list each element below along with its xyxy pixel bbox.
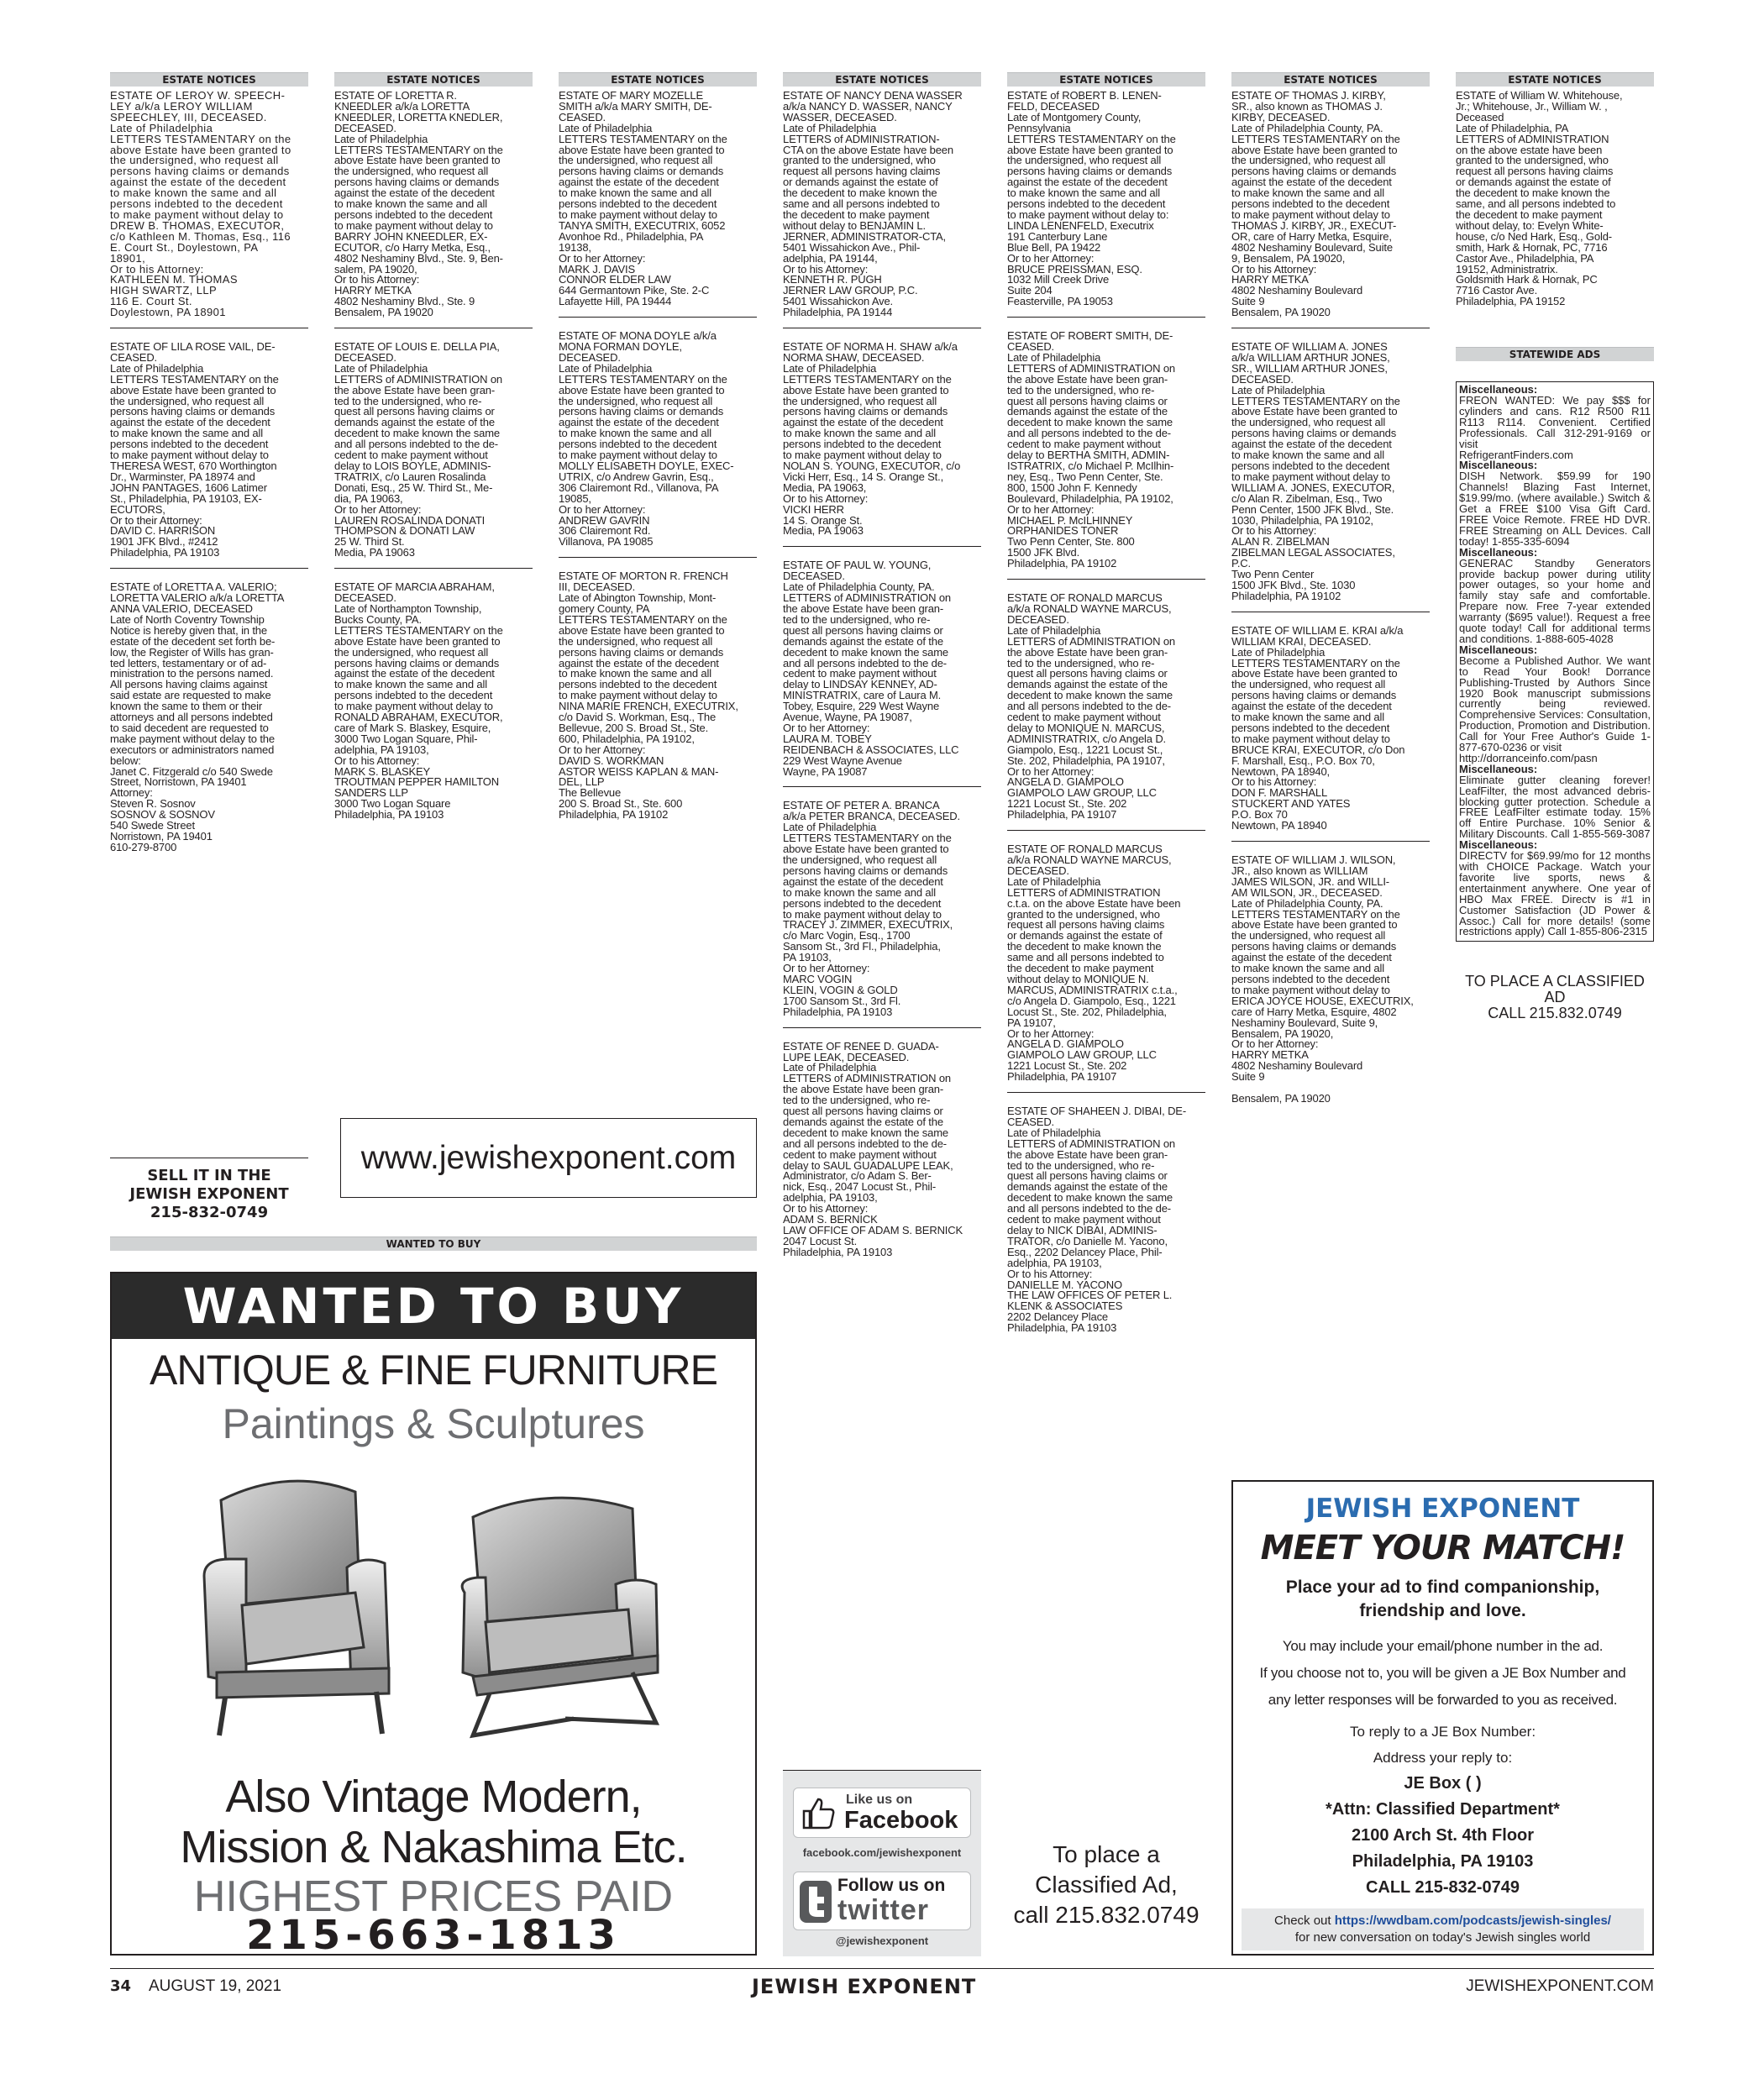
match-subtitle: Place your ad to find companionship, friendship and love.	[1285, 1578, 1600, 1620]
estate-notice: ESTATE OF NANCY DENA WASSER a/k/a NANCY D. WASSER, NANCY WASSER, DECEASED. Late of Philadelphia LETTERS of ADMINISTRATION- CTA on the above Estate have been granted to the undersigned, who request all persons having claims or demands against the estate of the decedent to make known the same and all persons indebted to the decedent to make payment without delay to BENJAMIN L. JERNER, ADMINISTRATOR-CTA, 5401 Wissahickon Ave., Phil- adelphia, PA 19144, Or to his Attorney: KENNETH R. PUGH JERNER LAW GROUP, P.C. 5401 Wissahickon Ave. Philadelphia, PA 19144	[783, 91, 963, 319]
estate-notice: ESTATE OF LORETTA R. KNEEDLER a/k/a LORETTA KNEEDLER, LORETTA KNEDLER, DECEASED. Late of Philadelphia LETTERS TESTAMENTARY on the above Estate have been granted to the undersigned, who request all persons having claims or demands against the estate of the decedent to make known the same and all persons indebted to the decedent to make payment without delay to BARRY JOHN KNEEDLER, EX- ECUTOR, c/o Harry Metka, Esq., 4802 Neshaminy Blvd., Ste. 9, Ben- salem, PA 19020, Or to his Attorney: HARRY METKA 4802 Neshaminy Blvd., Ste. 9 Bensalem, PA 19020	[334, 91, 503, 319]
footer-rule	[110, 1968, 1654, 1969]
wanted-title: WANTED TO BUY	[182, 1278, 685, 1335]
divider	[1007, 1092, 1205, 1093]
mission-line: Mission & Nakashima Etc.	[180, 1822, 687, 1872]
twitter-t-icon	[799, 1880, 832, 1924]
divider	[559, 317, 757, 318]
ad-category-label: Miscellaneous:	[1459, 643, 1538, 656]
paintings-line: Paintings & Sculptures	[222, 1400, 645, 1447]
statewide-ad: DIRECTV for $69.99/mo for 12 months with CHOICE Package. Watch your favorite live sports, news & entertainment anywhere. One year of HBO Max FREE. Directv is #1 in Customer Satisfaction (JD Power & Assoc.) Call for more details! (some restrictions apply) Call 1-855-806-2315	[1459, 849, 1651, 938]
armchair-illustration	[196, 1467, 666, 1744]
column-2	[334, 72, 533, 821]
ad-category-label: Miscellaneous:	[1459, 762, 1538, 775]
divider	[783, 786, 981, 787]
twitter-handle[interactable]: @jewishexponent	[835, 1935, 929, 1947]
sell-it-text: SELL IT IN THE JEWISH EXPONENT 215-832-0749	[129, 1167, 289, 1221]
website-url[interactable]: www.jewishexponent.com	[360, 1139, 737, 1176]
je-box-address: JE Box ( ) *Attn: Classified Department* 2100 Arch St. 4th Floor Philadelphia, PA 19103 CALL 215-832-0749	[1326, 1774, 1560, 1897]
statewide-ad: Become a Published Author. We want to Read Your Book! Dorrance Publishing-Trusted by Authors Since 1920 Book manuscript submissions currently being reviewed. Comprehensive Services: Consultation, Production, Promotion and Distribution. Call for Your Free Author's Guide 1-877-670-0236 or visit http://dorranceinfo.com/pasn	[1459, 654, 1651, 764]
website-box	[340, 1118, 757, 1198]
statewide-ad: FREON WANTED: We pay $$$ for cylinders and cans. R12 R500 R11 R113 R114. Convenient. Certified Professionals. Call 312-291-9169 or visit RefrigerantFinders.com	[1459, 394, 1651, 461]
estate-notice: ESTATE OF WILLIAM A. JONES a/k/a WILLIAM ARTHUR JONES, SR., WILLIAM ARTHUR JONES, DECEASED. Late of Philadelphia LETTERS TESTAMENTARY on the above Estate have been granted to the undersigned, who request all persons having claims or demands against the estate of the decedent to make known the same and all persons indebted to the decedent to make payment without delay to WILLIAM A. JONES, EXECUTOR, c/o Alan R. Zibelman, Esq., Two Penn Center, 1500 JFK Blvd., Ste. 1030, Philadelphia, PA 19102, Or to his Attorney: ALAN R. ZIBELMAN ZIBELMAN LEGAL ASSOCIATES, P.C. Two Penn Center 1500 JFK Blvd., Ste. 1030 Philadelphia, PA 19102	[1231, 342, 1400, 602]
estate-notice: ESTATE OF SHAHEEN J. DIBAI, DE- CEASED. Late of Philadelphia LETTERS of ADMINISTRATION on the above Estate have been gran- ted to the undersigned, who re- quest all persons having claims or demands against the estate of the decedent to make known the same and all persons indebted to the de- cedent to make payment without delay to NICK DIBAI, ADMINIS- TRATOR, c/o Danielle M. Yacono, Esq., 2202 Delancey Place, Phil- adelphia, PA 19103, Or to his Attorney: DANIELLE M. YACONO THE LAW OFFICES OF PETER L. KLENK & ASSOCIATES 2202 Delancey Place Philadelphia, PA 19103	[1007, 1106, 1187, 1335]
statewide-ads-box	[1456, 381, 1654, 942]
column-5	[1007, 72, 1205, 1334]
wanted-title-bar	[112, 1273, 755, 1339]
estate-notice: ESTATE OF LEROY W. SPEECH- LEY a/k/a LEROY WILLIAM SPEECHLEY, III, DECEASED. Late of Philadelphia LETTERS TESTAMENTARY on the above Estate have been granted to the undersigned, who request all persons having claims or demands against the estate of the decedent to make known the same and all persons indebted to the decedent to make payment without delay to DREW B. THOMAS, EXECUTOR, c/o Kathleen M. Thomas, Esq., 116 E. Court St., Doylestown, PA 18901, Or to his Attorney: KATHLEEN M. THOMAS HIGH SWARTZ, LLP 116 E. Court St. Doylestown, PA 18901	[110, 91, 291, 319]
column-7	[1456, 72, 1654, 1021]
estate-notice: ESTATE OF WILLIAM E. KRAI a/k/a WILLIAM KRAI, DECEASED. Late of Philadelphia LETTERS TESTAMENTARY on the above Estate have been granted to the undersigned, who request all persons having claims or demands against the estate of the decedent to make known the same and all persons indebted to the decedent to make payment without delay to BRUCE KRAI, EXECUTOR, c/o Don F. Marshall, Esq., P.O. Box 70, Newtown, PA 18940, Or to his Attorney: DON F. MARSHALL STUCKERT AND YATES P.O. Box 70 Newtown, PA 18940	[1231, 625, 1405, 832]
estate-notice: ESTATE OF RENEE D. GUADA- LUPE LEAK, DECEASED. Late of Philadelphia LETTERS of ADMINISTRATION on the above Estate have been gran- ted to the undersigned, who re- quest all persons having claims or demands against the estate of the decedent to make known the same and all persons indebted to the de- cedent to make payment without delay to SAUL GUADALUPE LEAK, Administrator, c/o Adam S. Ber- nick, Esq., 2047 Locust St., Phil- adelphia, PA 19103, Or to his Attorney: ADAM S. BERNICK LAW OFFICE OF ADAM S. BERNICK 2047 Locust St. Philadelphia, PA 19103	[783, 1041, 963, 1258]
match-body: You may include your email/phone number in the ad. If you choose not to, you will be given a JE Box Number and any letter responses will be forwarded to you as received.	[1259, 1638, 1626, 1708]
place-classified-ad-large: To place a Classified Ad, call 215.832.0749	[1013, 1841, 1200, 1928]
twitter-badge[interactable]	[793, 1872, 971, 1930]
section-header: ESTATE NOTICES	[783, 72, 981, 87]
column-3	[559, 72, 757, 821]
wanted-ad	[110, 1272, 757, 1956]
divider	[559, 557, 757, 558]
estate-notice: ESTATE OF PETER A. BRANCA a/k/a PETER BRANCA, DECEASED. Late of Philadelphia LETTERS TESTAMENTARY on the above Estate have been granted to the undersigned, who request all persons having claims or demands against the estate of the decedent to make known the same and all persons indebted to the decedent to make payment without delay to TRACEY J. ZIMMER, EXECUTRIX, c/o Marc Vogin, Esq., 1700 Sansom St., 3rd Fl., Philadelphia, PA 19103, Or to her Attorney: MARC VOGIN KLEIN, VOGIN & GOLD 1700 Sansom St., 3rd Fl. Philadelphia, PA 19103	[783, 801, 960, 1018]
place-classified-ad-notice: TO PLACE A CLASSIFIED AD CALL 215.832.0749	[1465, 973, 1645, 1022]
issue-date: AUGUST 19, 2021	[149, 1977, 282, 1995]
divider	[1007, 317, 1205, 318]
masthead: JEWISH EXPONENT	[752, 1975, 977, 1998]
facebook-label: Facebook	[844, 1807, 958, 1834]
divider	[783, 546, 981, 547]
facebook-url[interactable]: facebook.com/jewishexponent	[802, 1846, 962, 1859]
statewide-header: STATEWIDE ADS	[1456, 347, 1654, 361]
jewish-exponent-logo: JEWISH EXPONENT	[1305, 1494, 1580, 1524]
section-header: ESTATE NOTICES	[334, 72, 533, 87]
like-us-label: Like us on	[846, 1793, 913, 1807]
match-title: MEET YOUR MATCH!	[1260, 1529, 1625, 1567]
vintage-line: Also Vintage Modern,	[225, 1772, 642, 1822]
podcast-box	[1242, 1908, 1644, 1950]
section-header: ESTATE NOTICES	[110, 72, 308, 87]
divider	[110, 568, 308, 569]
estate-notice: ESTATE OF WILLIAM J. WILSON, JR., also known as WILLIAM JAMES WILSON, JR. and WILLI- AM WILSON, JR., DECEASED. Late of Philadelphia County, PA. LETTERS TESTAMENTARY on the above Estate have been granted to the undersigned, who request all persons having claims or demands against the estate of the decedent to make known the same and all persons indebted to the decedent to make payment without delay to ERICA JOYCE HOUSE, EXECUTRIX, care of Harry Metka, Esquire, 4802 Neshaminy Boulevard, Suite 9, Bensalem, PA 19020, Or to her Attorney: HARRY METKA 4802 Neshaminy Boulevard Suite 9 Bensalem, PA 19020	[1231, 855, 1414, 1105]
statewide-ad: GENERAC Standby Generators provide backup power during utility power outages, so your home and family stay safe and comfortable. Prepare now. Free 7-year extended warranty ($695 value!). Request a free quote today! Call for additional terms and conditions. 1-888-605-4028	[1459, 556, 1651, 645]
section-header: ESTATE NOTICES	[1007, 72, 1205, 87]
estate-notice: ESTATE OF MORTON R. FRENCH III, DECEASED. Late of Abington Township, Mont- gomery County, PA LETTERS TESTAMENTARY on the above Estate have been granted to the undersigned, who request all persons having claims or demands against the estate of the decedent to make known the same and all persons indebted to the decedent to make payment without delay to NINA MARIE FRENCH, EXECUTRIX, c/o David S. Workman, Esq., The Bellevue, 200 S. Broad St., Ste. 600, Philadelphia, PA 19102, Or to her Attorney: DAVID S. WORKMAN ASTOR WEISS KAPLAN & MAN- DEL, LLP The Bellevue 200 S. Broad St., Ste. 600 Philadelphia, PA 19102	[559, 571, 738, 822]
estate-notice: ESTATE OF MARCIA ABRAHAM, DECEASED. Late of Northampton Township, Bucks County, PA. LETTERS TESTAMENTARY on the above Estate have been granted to the undersigned, who request all persons having claims or demands against the estate of the decedent to make known the same and all persons indebted to the decedent to make payment without delay to RONALD ABRAHAM, EXECUTOR, care of Mark S. Blaskey, Esquire, 3000 Two Logan Square, Phil- adelphia, PA 19103, Or to his Attorney: MARK S. BLASKEY TROUTMAN PEPPER HAMILTON SANDERS LLP 3000 Two Logan Square Philadelphia, PA 19103	[334, 582, 503, 822]
page-number: 34	[110, 1977, 132, 1995]
divider	[1007, 830, 1205, 831]
meet-your-match-ad	[1231, 1480, 1654, 1956]
section-header: ESTATE NOTICES	[1231, 72, 1430, 87]
estate-notice: ESTATE OF LOUIS E. DELLA PIA, DECEASED. Late of Philadelphia LETTERS of ADMINISTRATION on the above Estate have been gran- ted to the undersigned, who re- quest all persons having claims or demands against the estate of the decedent to make known the same and all persons indebted to the de- cedent to make payment without delay to LOIS BOYLE, ADMINIS- TRATRIX, c/o Lauren Rosalinda Donati, Esq., 25 W. Third St., Me- dia, PA 19063, Or to her Attorney: LAUREN ROSALINDA DONATI THOMPSON & DONATI LAW 25 W. Third St. Media, PA 19063	[334, 342, 502, 559]
column-4	[783, 72, 981, 1258]
ad-category-label: Miscellaneous:	[1459, 838, 1538, 852]
divider	[783, 1027, 981, 1028]
estate-notice: ESTATE of ROBERT B. LENEN- FELD, DECEASED Late of Montgomery County, Pennsylvania LETTERS TESTAMENTARY on the above Estate have been granted to the undersigned, who request all persons having claims or demands against the estate of the decedent to make known the same and all persons indebted to the decedent to make payment without delay to: LINDA LENENFELD, Executrix 191 Canterbury Lane Blue Bell, PA 19422 Or to her Attorney: BRUCE PREISSMAN, ESQ. 1032 Mill Creek Drive Suite 204 Feasterville, PA 19053	[1007, 91, 1176, 308]
prices-line: HIGHEST PRICES PAID	[193, 1872, 674, 1921]
phone-line[interactable]: 215-663-1813	[246, 1912, 621, 1956]
estate-notice: ESTATE OF MARY MOZELLE SMITH a/k/a MARY SMITH, DE- CEASED. Late of Philadelphia LETTERS TESTAMENTARY on the above Estate have been granted to the undersigned, who request all persons having claims or demands against the estate of the decedent to make known the same and all persons indebted to the decedent to make payment without delay to TANYA SMITH, EXECUTRIX, 6052 Avonhoe Rd., Philadelphia, PA 19138, Or to her Attorney: MARK J. DAVIS CONNOR ELDER LAW 644 Germantown Pike, Ste. 2-C Lafayette Hill, PA 19444	[559, 91, 727, 308]
section-header: ESTATE NOTICES	[1456, 72, 1654, 87]
column-6	[1231, 72, 1430, 1105]
statewide-ad: DISH Network. $59.99 for 190 Channels! Blazing Fast Internet, $19.99/mo. (where available.) Switch & Get a FREE $100 Visa Gift Card. FREE Voice Remote. FREE HD DVR. FREE Streaming on ALL Devices. Call today! 1-855-335-6094	[1459, 470, 1651, 548]
antique-line: ANTIQUE & FINE FURNITURE	[149, 1347, 718, 1394]
estate-notice: ESTATE OF RONALD MARCUS a/k/a RONALD WAYNE MARCUS, DECEASED. Late of Philadelphia LETTERS of ADMINISTRATION c.t.a. on the above Estate have been granted to the undersigned, who request all persons having claims or demands against the estate of the decedent to make known the same and all persons indebted to the decedent to make payment without delay to MONIQUE N. MARCUS, ADMINISTRATRIX c.t.a., c/o Angela D. Giampolo, Esq., 1221 Locust St., Ste. 202, Philadelphia, PA 19107, Or to her Attorney: ANGELA D. GIAMPOLO GIAMPOLO LAW GROUP, LLC 1221 Locust St., Ste. 202 Philadelphia, PA 19107	[1007, 844, 1181, 1084]
estate-notice: ESTATE OF NORMA H. SHAW a/k/a NORMA SHAW, DECEASED. Late of Philadelphia LETTERS TESTAMENTARY on the above Estate have been granted to the undersigned, who request all persons having claims or demands against the estate of the decedent to make known the same and all persons indebted to the decedent to make payment without delay to NOLAN S. YOUNG, EXECUTOR, c/o Vicki Herr, Esq., 14 S. Orange St., Media, PA 19063, Or to his Attorney: VICKI HERR 14 S. Orange St. Media, PA 19063	[783, 342, 961, 538]
podcast-link[interactable]: https://wwdbam.com/podcasts/jewish-singles/	[1334, 1914, 1611, 1928]
section-header: ESTATE NOTICES	[559, 72, 757, 87]
ad-category-label: Miscellaneous:	[1459, 545, 1538, 559]
estate-notice: ESTATE OF ROBERT SMITH, DE- CEASED. Late of Philadelphia LETTERS of ADMINISTRATION on the above Estate have been gran- ted to the undersigned, who re- quest all persons having claims or demands against the estate of the decedent to make known the same and all persons indebted to the de- cedent to make payment without delay to BERTHA SMITH, ADMIN- ISTRATRIX, c/o Michael P. McIlhin- ney, Esq., Two Penn Center, Ste. 800, 1500 John F. Kennedy Boulevard, Philadelphia, PA 19102, Or to her Attorney: MICHAEL P. McILHINNEY ORPHANIDES TONER Two Penn Center, Ste. 800 1500 JFK Blvd. Philadelphia, PA 19102	[1007, 331, 1175, 570]
estate-notice: ESTATE of William W. Whitehouse, Jr.; Whitehouse, Jr., William W. , Deceased Late of Philadelphia, PA LETTERS of ADMINISTRATION on the above estate have been granted to the undersigned, who request all persons having claims or demands against the estate of the decedent to make known the same, and all persons indebted to the decedent to make payment without delay, to: Evelyn White- house, c/o Ned Hark, Esq., Gold- smith, Hark & Hornak, PC, 7716 Castor Ave., Philadelphia, PA 19152, Administratrix. Goldsmith Hark & Hornak, PC 7716 Castor Ave. Philadelphia, PA 19152	[1456, 91, 1623, 308]
check-out-label: Check out	[1274, 1914, 1335, 1928]
estate-notice: ESTATE OF PAUL W. YOUNG, DECEASED. Late of Philadelphia County, PA. LETTERS of ADMINISTRATION on the above Estate have been gran- ted to the undersigned, who re- quest all persons having claims or demands against the estate of the decedent to make known the same and all persons indebted to the de- cedent to make payment without delay to LINDSAY KENNEY, AD- MINISTRATRIX, care of Laura M. Tobey, Esquire, 229 West Wayne Avenue, Wayne, PA 19087, Or to her Attorney: LAURA M. TOBEY REIDENBACH & ASSOCIATES, LLC 229 West Wayne Avenue Wayne, PA 19087	[783, 560, 959, 778]
match-reply-instructions: To reply to a JE Box Number: Address your reply to:	[1349, 1724, 1536, 1766]
thumbs-up-icon	[801, 1796, 836, 1831]
estate-notice: ESTATE of LORETTA A. VALERIO; LORETTA VALERIO a/k/a LORETTA ANNA VALERIO, DECEASED Late of North Coventry Township Notice is hereby given that, in the estate of the decedent set forth be- low, the Register of Wills has gran- ted letters, testamentary or of ad- ministration to the persons named. All persons having claims against said estate are requested to make known the same to them or their attorneys and all persons indebted to said decedent are requested to make payment without delay to the executors or administrators named below: Janet C. Fitzgerald c/o 540 Swede Street, Norristown, PA 19401 Attorney: Steven R. Sosnov SOSNOV & SOSNOV 540 Swede Street Norristown, PA 19401 610-279-8700	[110, 582, 285, 853]
social-box	[783, 1770, 981, 1956]
website-footer[interactable]: JEWISHEXPONENT.COM	[1466, 1977, 1654, 1995]
divider	[1231, 841, 1430, 842]
divider	[334, 568, 533, 569]
twitter-label: twitter	[837, 1894, 929, 1926]
estate-notice: ESTATE OF LILA ROSE VAIL, DE- CEASED. Late of Philadelphia LETTERS TESTAMENTARY on the above Estate have been granted to the undersigned, who request all persons having claims or demands against the estate of the decedent to make known the same and all persons indebted to the decedent to make payment without delay to THERESA WEST, 670 Worthington Dr., Warminster, PA 18974 and JOHN PANTAGES, 1606 Latimer St., Philadelphia, PA 19103, EX- ECUTORS, Or to their Attorney: DAVID C. HARRISON 1901 JFK Blvd., #2412 Philadelphia, PA 19103	[110, 342, 279, 559]
sell-it-box	[110, 1158, 308, 1222]
facebook-badge[interactable]	[793, 1788, 971, 1838]
column-1	[110, 72, 308, 853]
ad-category-label: Miscellaneous:	[1459, 383, 1538, 396]
wanted-header: WANTED TO BUY	[110, 1236, 757, 1251]
divider	[1007, 579, 1205, 580]
estate-notice: ESTATE OF THOMAS J. KIRBY, SR., also known as THOMAS J. KIRBY, DECEASED. Late of Philadelphia County, PA. LETTERS TESTAMENTARY on the above Estate have been granted to the undersigned, who request all persons having claims or demands against the estate of the decedent to make known the same and all persons indebted to the decedent to make payment without delay to THOMAS J. KIRBY, JR., EXECUT- OR, care of Harry Metka, Esquire, 4802 Neshaminy Boulevard, Suite 9, Bensalem, PA 19020, Or to his Attorney: HARRY METKA 4802 Neshaminy Boulevard Suite 9 Bensalem, PA 19020	[1231, 91, 1400, 319]
estate-notice: ESTATE OF MONA DOYLE a/k/a MONA FORMAN DOYLE, DECEASED. Late of Philadelphia LETTERS TESTAMENTARY on the above Estate have been granted to the undersigned, who request all persons having claims or demands against the estate of the decedent to make known the same and all persons indebted to the decedent to make payment without delay to MOLLY ELISABETH DOYLE, EXEC- UTRIX, c/o Andrew Gavrin, Esq., 306 Clairemont Rd., Villanova, PA 19085, Or to her Attorney: ANDREW GAVRIN 306 Clairemont Rd. Villanova, PA 19085	[559, 331, 734, 549]
statewide-ad: Eliminate gutter cleaning forever! LeafFilter, the most advanced debris-blocking gutter protection. Schedule a FREE LeafFilter estimate today. 15% off Entire Purchase. 10% Senior & Military Discounts. Call 1-855-569-3087	[1459, 773, 1651, 841]
podcast-description: for new conversation on today's Jewish singles world	[1294, 1930, 1591, 1945]
ad-category-label: Miscellaneous:	[1459, 459, 1538, 472]
estate-notice: ESTATE OF RONALD MARCUS a/k/a RONALD WAYNE MARCUS, DECEASED. Late of Philadelphia LETTERS of ADMINISTRATION on the above Estate have been gran- ted to the undersigned, who re- quest all persons having claims or demands against the estate of the decedent to make known the same and all persons indebted to the de- cedent to make payment without delay to MONIQUE N. MARCUS, ADMINISTRATRIX, c/o Angela D. Giampolo, Esq., 1221 Locust St., Ste. 202, Philadelphia, PA 19107, Or to her Attorney: ANGELA D. GIAMPOLO GIAMPOLO LAW GROUP, LLC 1221 Locust St., Ste. 202 Philadelphia, PA 19107	[1007, 593, 1175, 822]
follow-us-label: Follow us on	[837, 1876, 946, 1895]
